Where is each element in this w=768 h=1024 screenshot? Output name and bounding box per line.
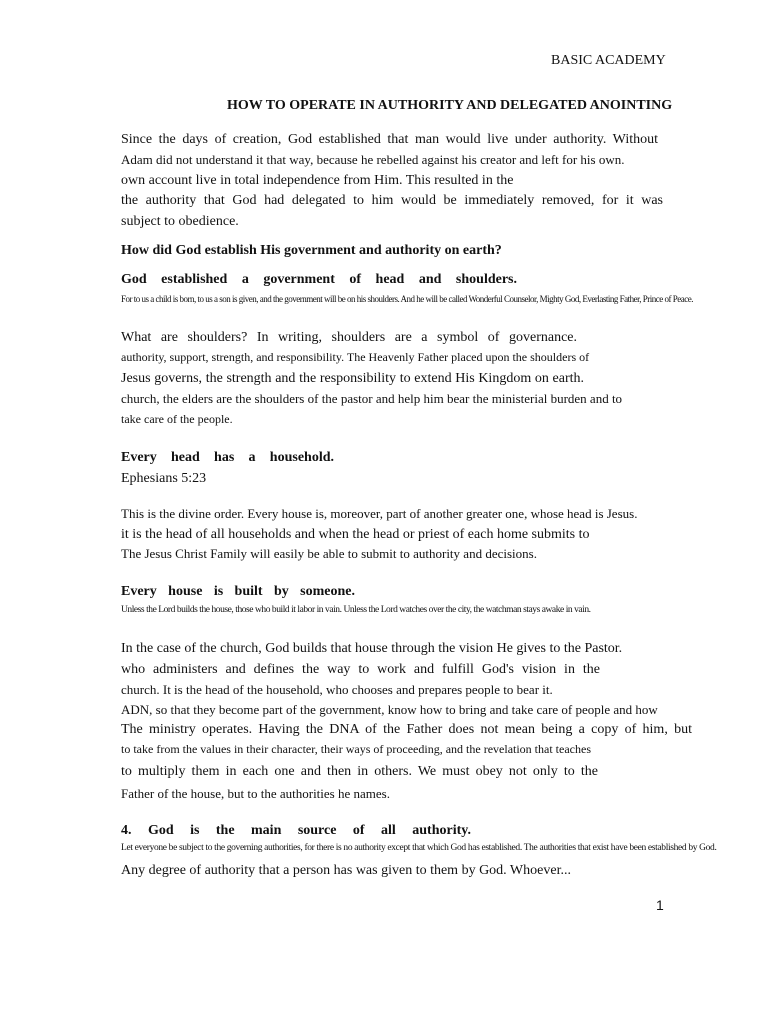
- paragraph-line: to multiply them in each one and then in others. We must obey not only to the: [121, 764, 598, 779]
- paragraph-line: Since the days of creation, God established that man would live under authority. Without: [121, 132, 658, 147]
- paragraph-line: The Jesus Christ Family will easily be able to submit to authority and decisions.: [121, 546, 537, 561]
- header-org: BASIC ACADEMY: [551, 53, 666, 68]
- paragraph-line: ADN, so that they become part of the government, know how to bring and take care of people and how: [121, 702, 658, 717]
- paragraph-line: In the case of the church, God builds that house through the vision He gives to the Pastor.: [121, 641, 623, 656]
- paragraph-line: Jesus governs, the strength and the responsibility to extend His Kingdom on earth.: [121, 371, 584, 386]
- verse-line: Unless the Lord builds the house, those who build it labor in vain. Unless the Lord watches over the city, the watchman stays awake in vain.: [121, 605, 591, 615]
- paragraph-line: who administers and defines the way to work and fulfill God's vision in the: [121, 662, 600, 677]
- paragraph-line: Any degree of authority that a person has was given to them by God. Whoever...: [121, 863, 571, 878]
- page-number: 1: [656, 897, 664, 913]
- paragraph-line: Adam did not understand it that way, because he rebelled against his creator and left for his own.: [121, 152, 625, 167]
- paragraph-line: take care of the people.: [121, 412, 233, 426]
- paragraph-line: own account live in total independence from Him. This resulted in the: [121, 173, 514, 188]
- scripture-reference: Ephesians 5:23: [121, 471, 207, 486]
- page-title: HOW TO OPERATE IN AUTHORITY AND DELEGATED ANOINTING: [227, 98, 673, 113]
- paragraph-line: the authority that God had delegated to him would be immediately removed, for it was: [121, 193, 663, 208]
- paragraph-line: Father of the house, but to the authorities he names.: [121, 786, 390, 801]
- paragraph-line: church, the elders are the shoulders of the pastor and help him bear the ministerial burden and to: [121, 391, 623, 406]
- section-heading: Every house is built by someone.: [121, 584, 355, 599]
- section-heading: 4. God is the main source of all authority.: [121, 823, 471, 838]
- section-question: How did God establish His government and authority on earth?: [121, 243, 502, 258]
- section-heading: Every head has a household.: [121, 450, 334, 465]
- paragraph-line: it is the head of all households and when the head or priest of each home submits to: [121, 527, 590, 542]
- paragraph-line: subject to obedience.: [121, 214, 239, 229]
- verse-line: Let everyone be subject to the governing authorities, for there is no authority except that which God has established. The authorities that exist have been established by God.: [121, 843, 717, 853]
- verse-line: For to us a child is born, to us a son is given, and the government will be on his shoulders. And he will be called Wonderful Counselor, Mighty God, Everlasting Father, Prince of Peace.: [121, 294, 694, 304]
- paragraph-line: This is the divine order. Every house is, moreover, part of another greater one, whose head is Jesus.: [121, 506, 638, 521]
- paragraph-line: to take from the values in their character, their ways of proceeding, and the revelation that teaches: [121, 742, 591, 756]
- section-heading: God established a government of head and shoulders.: [121, 272, 517, 287]
- paragraph-line: church. It is the head of the household, who chooses and prepares people to bear it.: [121, 682, 553, 697]
- paragraph-line: What are shoulders? In writing, shoulders are a symbol of governance.: [121, 330, 577, 345]
- paragraph-line: authority, support, strength, and responsibility. The Heavenly Father placed upon the shoulders of: [121, 350, 590, 364]
- paragraph-line: The ministry operates. Having the DNA of the Father does not mean being a copy of him, but: [121, 722, 692, 737]
